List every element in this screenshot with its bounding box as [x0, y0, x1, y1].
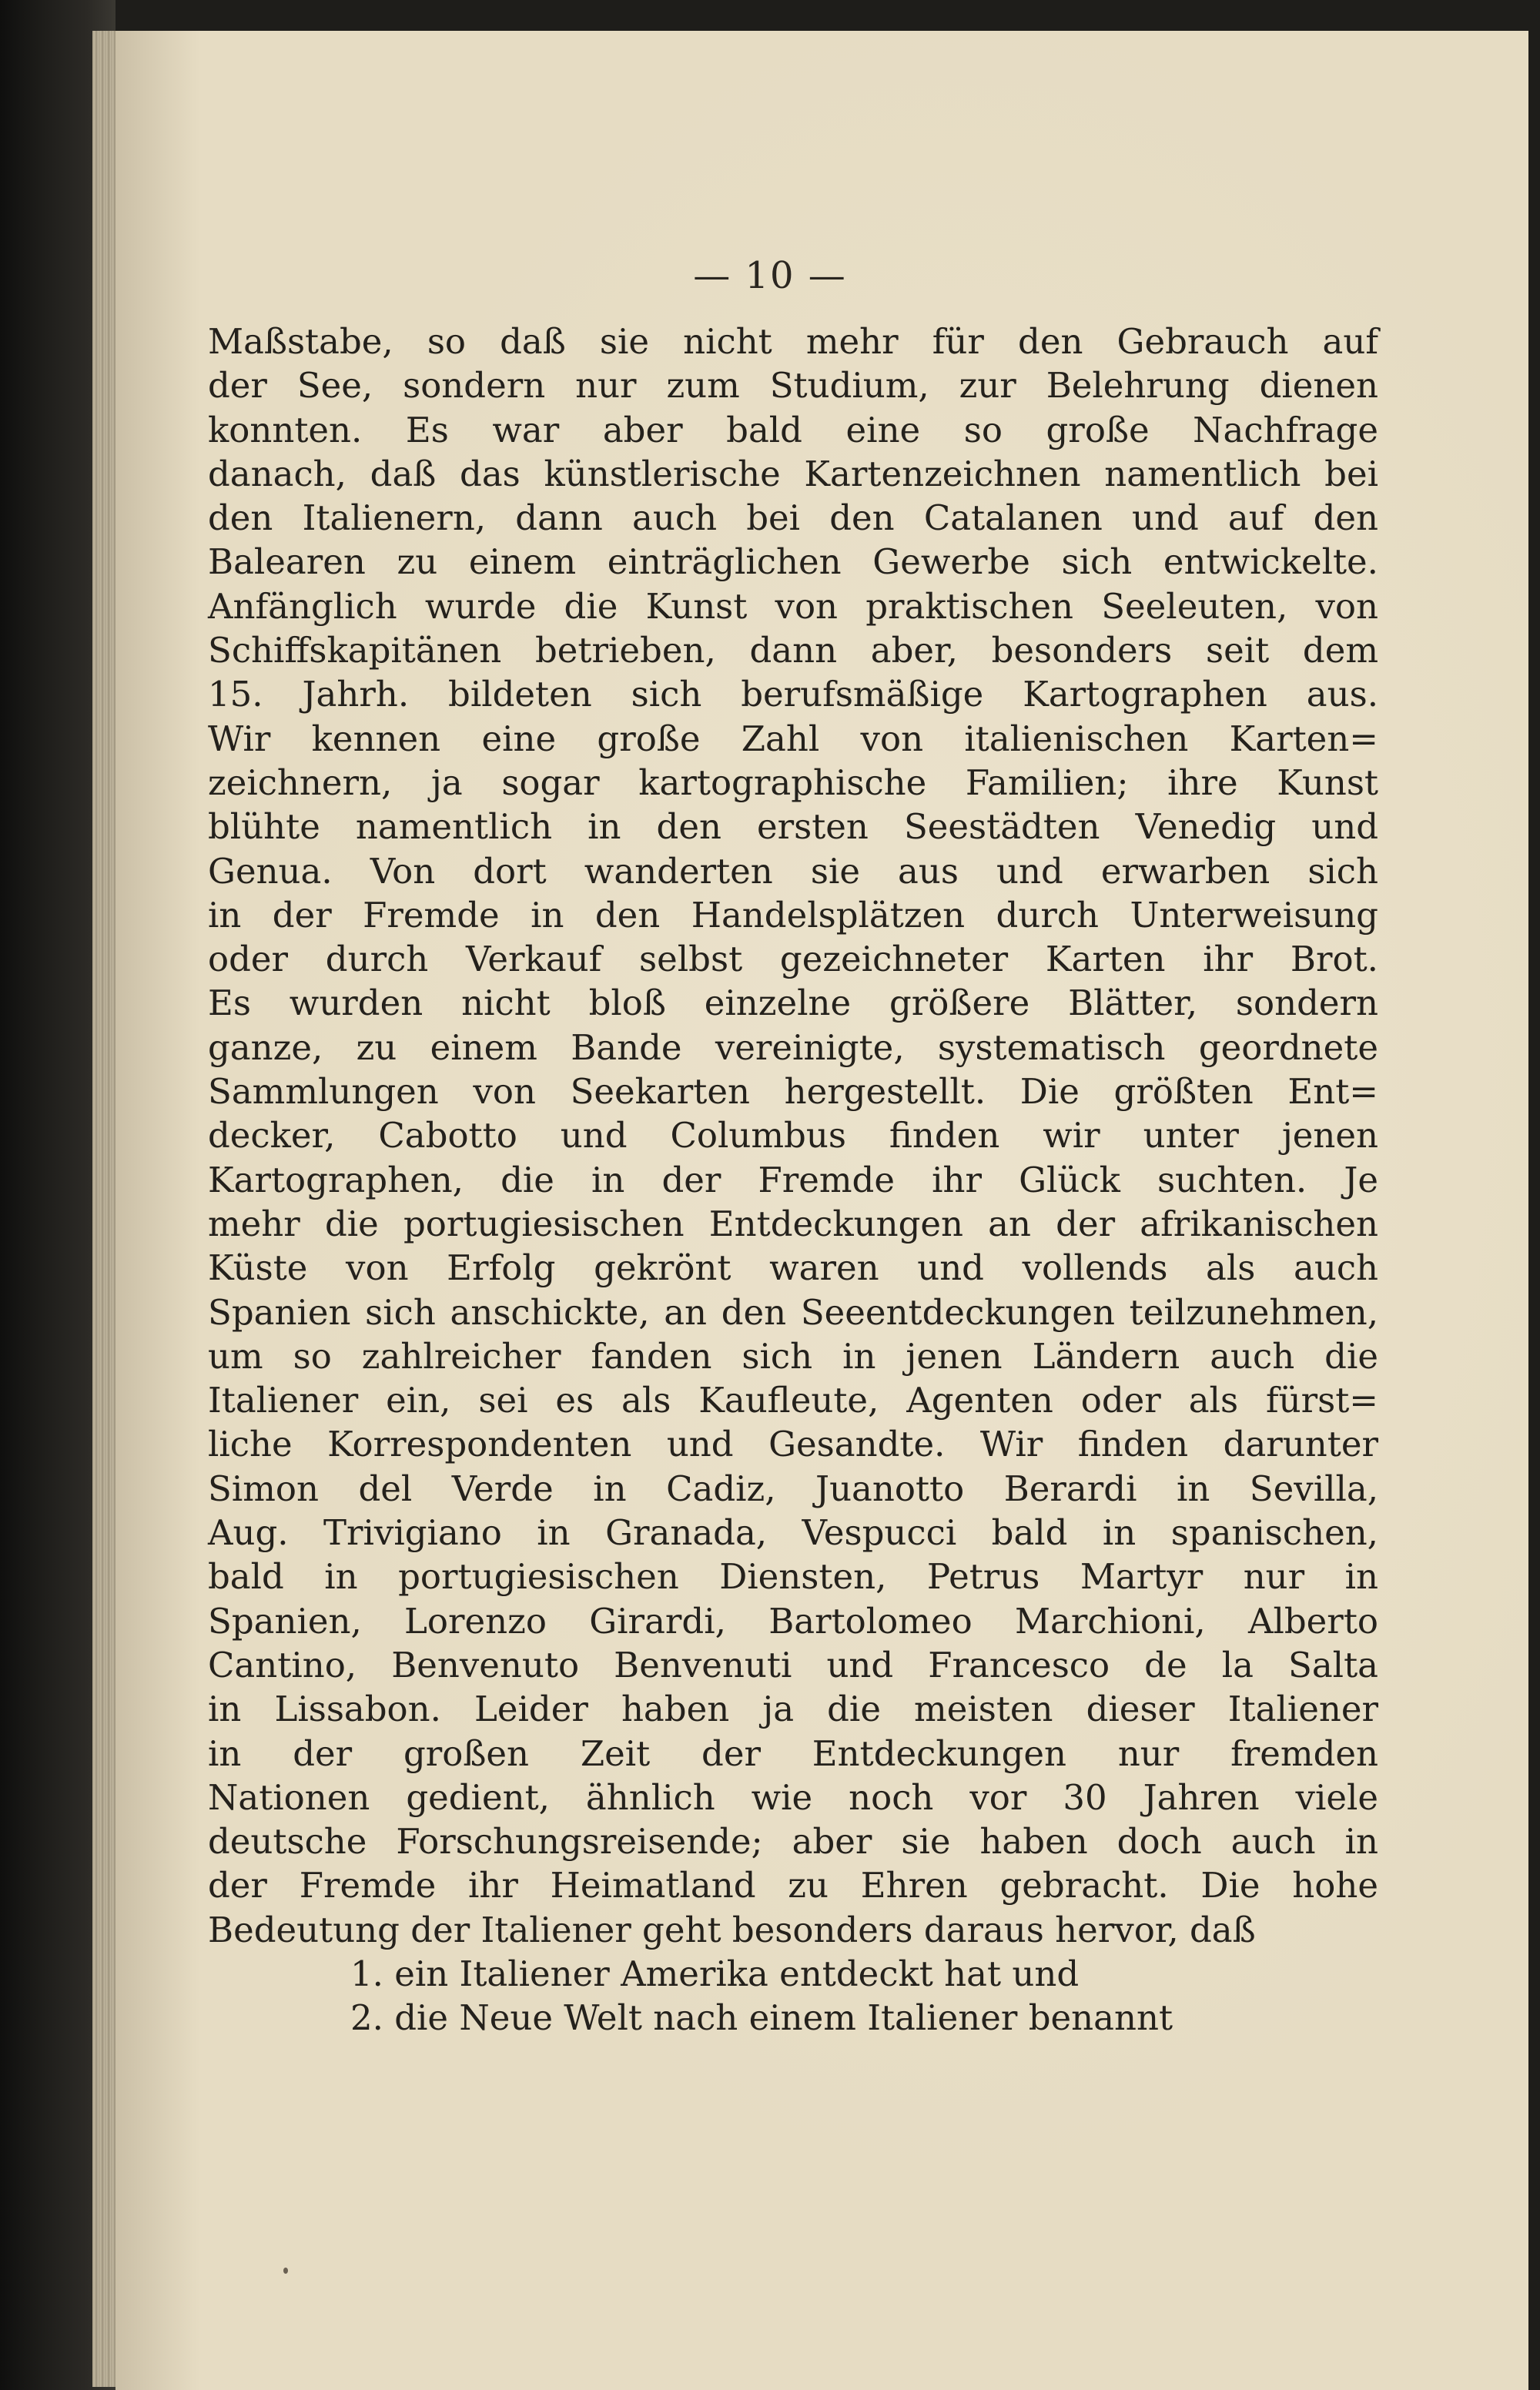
- text-line: Küste von Erfolg gekrönt waren und vollends als auch: [208, 1247, 1378, 1289]
- body-text: [208, 320, 1378, 2040]
- text-line: oder durch Verkauf selbst gezeichneter Karten ihr Brot.: [208, 939, 1378, 980]
- text-line: Sammlungen von Seekarten hergestellt. Die größten Ent=: [208, 1071, 1378, 1113]
- text-line: in der großen Zeit der Entdeckungen nur fremden: [208, 1732, 1378, 1774]
- text-line: Bedeutung der Italiener geht besonders daraus hervor, daß: [208, 1909, 1256, 1950]
- text-line: Balearen zu einem einträglichen Gewerbe sich entwickelte.: [208, 541, 1378, 583]
- text-line: den Italienern, dann auch bei den Catalanen und auf den: [208, 497, 1378, 539]
- text-line: konnten. Es war aber bald eine so große Nachfrage: [208, 409, 1378, 450]
- text-line: Schiffskapitänen betrieben, dann aber, besonders seit dem: [208, 630, 1378, 671]
- numbered-list-item: 2. die Neue Welt nach einem Italiener benannt: [350, 1997, 1173, 2039]
- text-line: bald in portugiesischen Diensten, Petrus Martyr nur in: [208, 1556, 1378, 1598]
- text-line: Wir kennen eine große Zahl von italienischen Karten=: [208, 718, 1378, 759]
- text-line: der See, sondern nur zum Studium, zur Belehrung dienen: [208, 365, 1378, 407]
- text-line: Nationen gedient, ähnlich wie noch vor 30 Jahren viele: [208, 1776, 1378, 1818]
- text-line: Aug. Trivigiano in Granada, Vespucci bald in spanischen,: [208, 1512, 1378, 1554]
- text-line: Anfänglich wurde die Kunst von praktischen Seeleuten, von: [208, 585, 1378, 627]
- paper-speck: [283, 2268, 288, 2274]
- text-line: decker, Cabotto und Columbus finden wir unter jenen: [208, 1115, 1378, 1157]
- numbered-list-item: 1. ein Italiener Amerika entdeckt hat und: [350, 1953, 1080, 1994]
- text-line: Maßstabe, so daß sie nicht mehr für den Gebrauch auf: [208, 321, 1378, 362]
- text-line: der Fremde ihr Heimatland zu Ehren gebracht. Die hohe: [208, 1865, 1378, 1906]
- page-number: — 10 —: [693, 254, 847, 297]
- text-line: Es wurden nicht bloß einzelne größere Blätter, sondern: [208, 982, 1378, 1024]
- text-line: zeichnern, ja sogar kartographische Familien; ihre Kunst: [208, 762, 1378, 803]
- text-line: danach, daß das künstlerische Kartenzeichnen namentlich bei: [208, 453, 1378, 494]
- text-line: deutsche Forschungsreisende; aber sie haben doch auch in: [208, 1821, 1378, 1863]
- text-line: Kartographen, die in der Fremde ihr Glück suchten. Je: [208, 1159, 1378, 1200]
- text-line: Italiener ein, sei es als Kaufleute, Agenten oder als fürst=: [208, 1380, 1378, 1421]
- text-line: Spanien sich anschickte, an den Seeentdeckungen teilzunehmen,: [208, 1291, 1378, 1333]
- text-line: 15. Jahrh. bildeten sich berufsmäßige Kartographen aus.: [208, 674, 1378, 715]
- text-line: Simon del Verde in Cadiz, Juanotto Berardi in Sevilla,: [208, 1468, 1378, 1509]
- text-line: liche Korrespondenten und Gesandte. Wir finden darunter: [208, 1424, 1378, 1465]
- text-line: in Lissabon. Leider haben ja die meisten dieser Italiener: [208, 1689, 1378, 1730]
- text-line: mehr die portugiesischen Entdeckungen an der afrikanischen: [208, 1203, 1378, 1244]
- text-line: Cantino, Benvenuto Benvenuti und Francesco de la Salta: [208, 1644, 1378, 1685]
- text-line: blühte namentlich in den ersten Seestädten Venedig und: [208, 806, 1378, 848]
- text-line: Spanien, Lorenzo Girardi, Bartolomeo Marchioni, Alberto: [208, 1600, 1378, 1642]
- text-line: Genua. Von dort wanderten sie aus und erwarben sich: [208, 850, 1378, 892]
- text-line: um so zahlreicher fanden sich in jenen Ländern auch die: [208, 1335, 1378, 1377]
- text-line: ganze, zu einem Bande vereinigte, systematisch geordnete: [208, 1026, 1378, 1068]
- text-line: in der Fremde in den Handelsplätzen durch Unterweisung: [208, 894, 1378, 936]
